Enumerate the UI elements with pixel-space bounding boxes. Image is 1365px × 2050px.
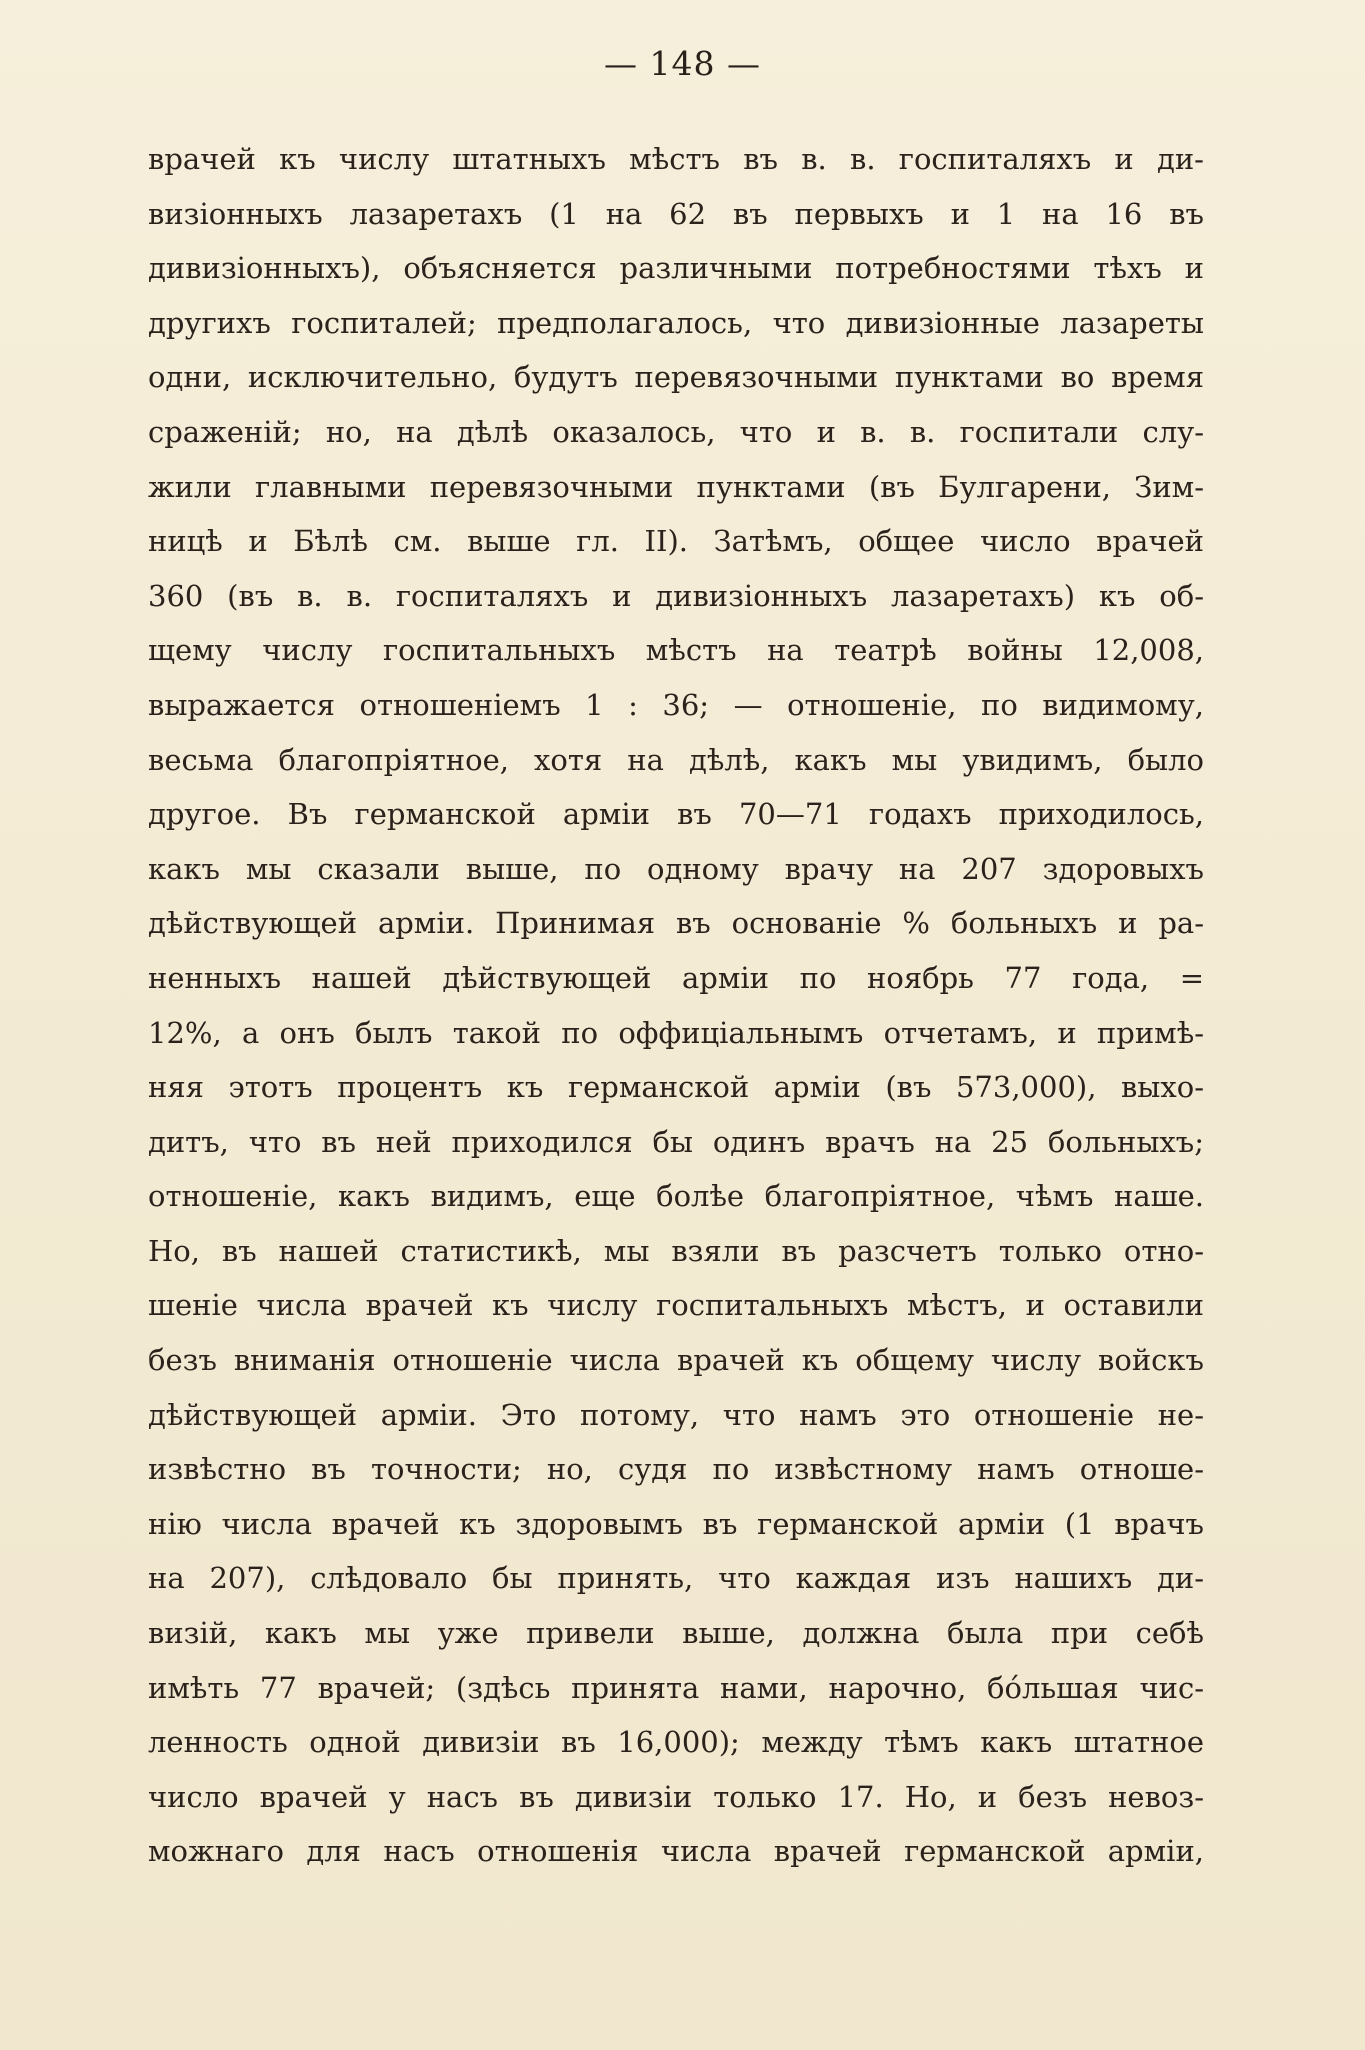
text-line: Но, въ нашей статистикѣ, мы взяли въ разсчетъ только отно-: [148, 1233, 1204, 1268]
text-line: врачей къ числу штатныхъ мѣстъ въ в. в. госпиталяхъ и ди-: [148, 142, 1204, 176]
text-line: отношеніе, какъ видимъ, еще болѣе благопріятное, чѣмъ наше.: [148, 1179, 1204, 1214]
text-line: другихъ госпиталей; предполагалось, что дивизіонные лазареты: [148, 305, 1204, 340]
text-line: дивизіонныхъ), объясняется различными потребностями тѣхъ и: [148, 251, 1204, 286]
text-line: выражается отношеніемъ 1 : 36; — отношеніе, по видимому,: [148, 687, 1204, 722]
text-line: 12%, а онъ былъ такой по оффиціальнымъ отчетамъ, и примѣ-: [148, 1015, 1204, 1050]
text-line: другое. Въ германской арміи въ 70—71 годахъ приходилось,: [148, 797, 1204, 832]
text-line: визій, какъ мы уже привели выше, должна была при себѣ: [148, 1616, 1204, 1651]
text-line: ненныхъ нашей дѣйствующей арміи по ноябрь 77 года, =: [148, 960, 1204, 995]
text-line: можнаго для насъ отношенія числа врачей германской арміи,: [148, 1834, 1204, 1869]
text-line: няя этотъ процентъ къ германской арміи (въ 573,000), выхо-: [148, 1070, 1204, 1105]
text-line: щему числу госпитальныхъ мѣстъ на театрѣ войны 12,008,: [148, 633, 1204, 668]
text-line: визіонныхъ лазаретахъ (1 на 62 въ первыхъ и 1 на 16 въ: [148, 196, 1204, 231]
text-line: весьма благопріятное, хотя на дѣлѣ, какъ мы увидимъ, было: [148, 742, 1204, 777]
text-line: извѣстно въ точности; но, судя по извѣстному намъ отноше-: [148, 1452, 1204, 1487]
text-line: сраженій; но, на дѣлѣ оказалось, что и в. в. госпитали слу-: [148, 414, 1204, 449]
body-text: [148, 132, 1204, 1879]
text-line: жили главными перевязочными пунктами (въ Булгарени, Зим-: [148, 469, 1204, 504]
text-line: безъ вниманія отношеніе числа врачей къ общему числу войскъ: [148, 1343, 1204, 1378]
text-line: одни, исключительно, будутъ перевязочными пунктами во время: [148, 360, 1204, 395]
text-line: ленность одной дивизіи въ 16,000); между тѣмъ какъ штатное: [148, 1725, 1204, 1760]
text-line: имѣть 77 врачей; (здѣсь принята нами, нарочно, бóльшая чис-: [148, 1670, 1204, 1705]
text-line: какъ мы сказали выше, по одному врачу на 207 здоровыхъ: [148, 851, 1204, 886]
text-line: ницѣ и Бѣлѣ см. выше гл. II). Затѣмъ, общее число врачей: [148, 524, 1204, 559]
text-line: дѣйствующей арміи. Принимая въ основаніе % больныхъ и ра-: [148, 906, 1204, 941]
text-line: нію числа врачей къ здоровымъ въ германской арміи (1 врачъ: [148, 1506, 1204, 1541]
text-line: 360 (въ в. в. госпиталяхъ и дивизіонныхъ лазаретахъ) къ об-: [148, 578, 1204, 613]
text-line: на 207), слѣдовало бы принять, что каждая изъ нашихъ ди-: [148, 1561, 1204, 1596]
text-line: дѣйствующей арміи. Это потому, что намъ это отношеніе не-: [148, 1397, 1204, 1432]
text-line: шеніе числа врачей къ числу госпитальныхъ мѣстъ, и оставили: [148, 1288, 1204, 1323]
page-number: — 148 —: [604, 44, 761, 83]
text-line: число врачей у насъ въ дивизіи только 17. Но, и безъ невоз-: [148, 1779, 1204, 1814]
text-line: дитъ, что въ ней приходился бы одинъ врачъ на 25 больныхъ;: [148, 1124, 1204, 1159]
